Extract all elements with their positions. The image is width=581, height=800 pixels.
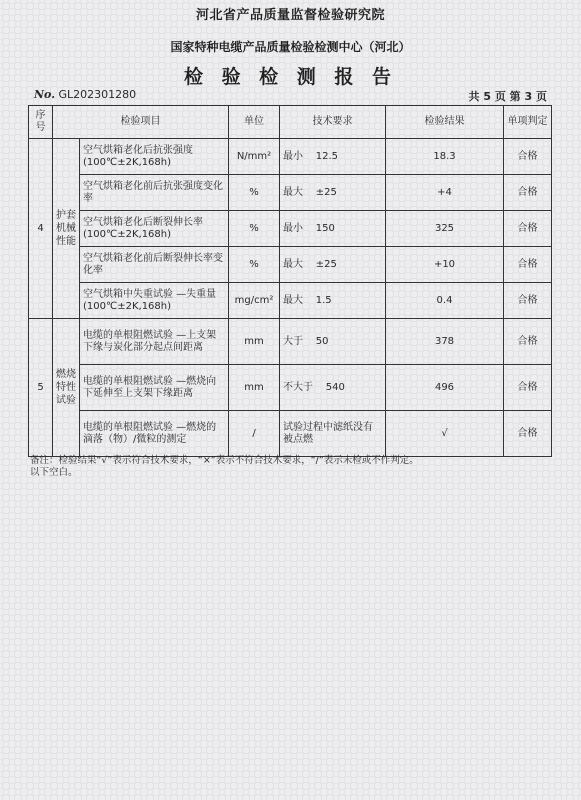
category-cell: 护套机械性能	[53, 139, 80, 319]
requirement-cell	[280, 319, 386, 365]
requirement-cell	[280, 365, 386, 411]
header-unit: 单位	[229, 106, 280, 139]
verdict-cell: 合格	[504, 211, 552, 247]
requirement-kind: 最大	[283, 294, 303, 306]
table-row	[29, 175, 552, 211]
table-row	[29, 411, 552, 457]
report-number-label: No.	[34, 88, 56, 101]
requirement-value: 12.5	[315, 150, 338, 162]
unit-cell: %	[229, 211, 280, 247]
verdict-cell: 合格	[504, 283, 552, 319]
requirement-value: ±25	[315, 258, 337, 270]
item-cell: 空气烘箱老化前后抗张强度变化率	[80, 175, 229, 211]
requirement-value: 540	[325, 381, 345, 393]
requirement-cell	[280, 139, 386, 175]
unit-cell: %	[229, 175, 280, 211]
requirement-cell	[280, 247, 386, 283]
result-cell: 18.3	[386, 139, 504, 175]
verdict-cell: 合格	[504, 365, 552, 411]
unit-cell: mm	[229, 319, 280, 365]
report-number-value: GL202301280	[58, 88, 137, 101]
verdict-cell: 合格	[504, 411, 552, 457]
header-item: 检验项目	[53, 106, 229, 139]
seq-cell: 5	[29, 319, 53, 457]
table-row	[29, 247, 552, 283]
unit-cell: /	[229, 411, 280, 457]
remarks-line-1: 备注：检验结果“√”表示符合技术要求，“×”表示不符合技术要求，“/”表示未检或不作判定。	[30, 455, 419, 466]
result-cell: √	[386, 411, 504, 457]
unit-cell: mg/cm²	[229, 283, 280, 319]
item-cell: 空气烘箱中失重试验 —失重量(100℃±2K,168h)	[80, 283, 229, 319]
requirement-value: 1.5	[315, 294, 332, 306]
table-row	[29, 365, 552, 411]
requirement-kind: 最大	[283, 258, 303, 270]
table-row	[29, 283, 552, 319]
result-cell: 496	[386, 365, 504, 411]
results-table	[28, 105, 552, 457]
requirement-kind: 大于	[283, 335, 303, 347]
requirement-value: 50	[315, 335, 329, 347]
verdict-cell: 合格	[504, 319, 552, 365]
report-title: 检 验 检 测 报 告	[183, 66, 398, 88]
requirement-cell	[280, 283, 386, 319]
center-name: 国家特种电缆产品质量检验检测中心（河北）	[170, 40, 411, 54]
item-cell: 电缆的单根阻燃试验 —上支架下缘与炭化部分起点间距离	[80, 319, 229, 365]
verdict-cell: 合格	[504, 175, 552, 211]
remarks	[30, 455, 550, 479]
item-cell: 空气烘箱老化后抗张强度(100℃±2K,168h)	[80, 139, 229, 175]
seq-cell: 4	[29, 139, 53, 319]
verdict-cell: 合格	[504, 139, 552, 175]
requirement-kind: 不大于	[283, 381, 313, 393]
report-number	[34, 88, 136, 101]
requirement-kind: 最小	[283, 222, 303, 234]
item-cell: 电缆的单根阻燃试验 —燃烧向下延伸至上支架下缘距离	[80, 365, 229, 411]
item-cell: 电缆的单根阻燃试验 —燃烧的滴落（物）/微粒的测定	[80, 411, 229, 457]
result-cell: 378	[386, 319, 504, 365]
requirement-kind: 最大	[283, 186, 303, 198]
result-cell: 0.4	[386, 283, 504, 319]
item-cell: 空气烘箱老化后断裂伸长率(100℃±2K,168h)	[80, 211, 229, 247]
verdict-cell: 合格	[504, 247, 552, 283]
requirement-kind: 试验过程中滤纸没有被点燃	[283, 421, 373, 445]
result-cell: +10	[386, 247, 504, 283]
table-row	[29, 319, 552, 365]
table-row	[29, 211, 552, 247]
table-header-row	[29, 106, 552, 139]
page-indicator: 共 5 页 第 3 页	[468, 90, 547, 103]
requirement-value: ±25	[315, 186, 337, 198]
institute-name: 河北省产品质量监督检验研究院	[195, 8, 385, 23]
item-cell: 空气烘箱老化前后断裂伸长率变化率	[80, 247, 229, 283]
header-seq: 序号	[29, 106, 53, 139]
requirement-kind: 最小	[283, 150, 303, 162]
header-result: 检验结果	[386, 106, 504, 139]
unit-cell: N/mm²	[229, 139, 280, 175]
category-cell: 燃烧特性试验	[53, 319, 80, 457]
header-verdict: 单项判定	[504, 106, 552, 139]
unit-cell: mm	[229, 365, 280, 411]
requirement-cell	[280, 211, 386, 247]
table-row	[29, 139, 552, 175]
requirement-value: 150	[315, 222, 335, 234]
header-requirement: 技术要求	[280, 106, 386, 139]
unit-cell: %	[229, 247, 280, 283]
result-cell: +4	[386, 175, 504, 211]
requirement-cell	[280, 411, 386, 457]
requirement-cell	[280, 175, 386, 211]
result-cell: 325	[386, 211, 504, 247]
remarks-line-2: 以下空白。	[30, 467, 78, 478]
